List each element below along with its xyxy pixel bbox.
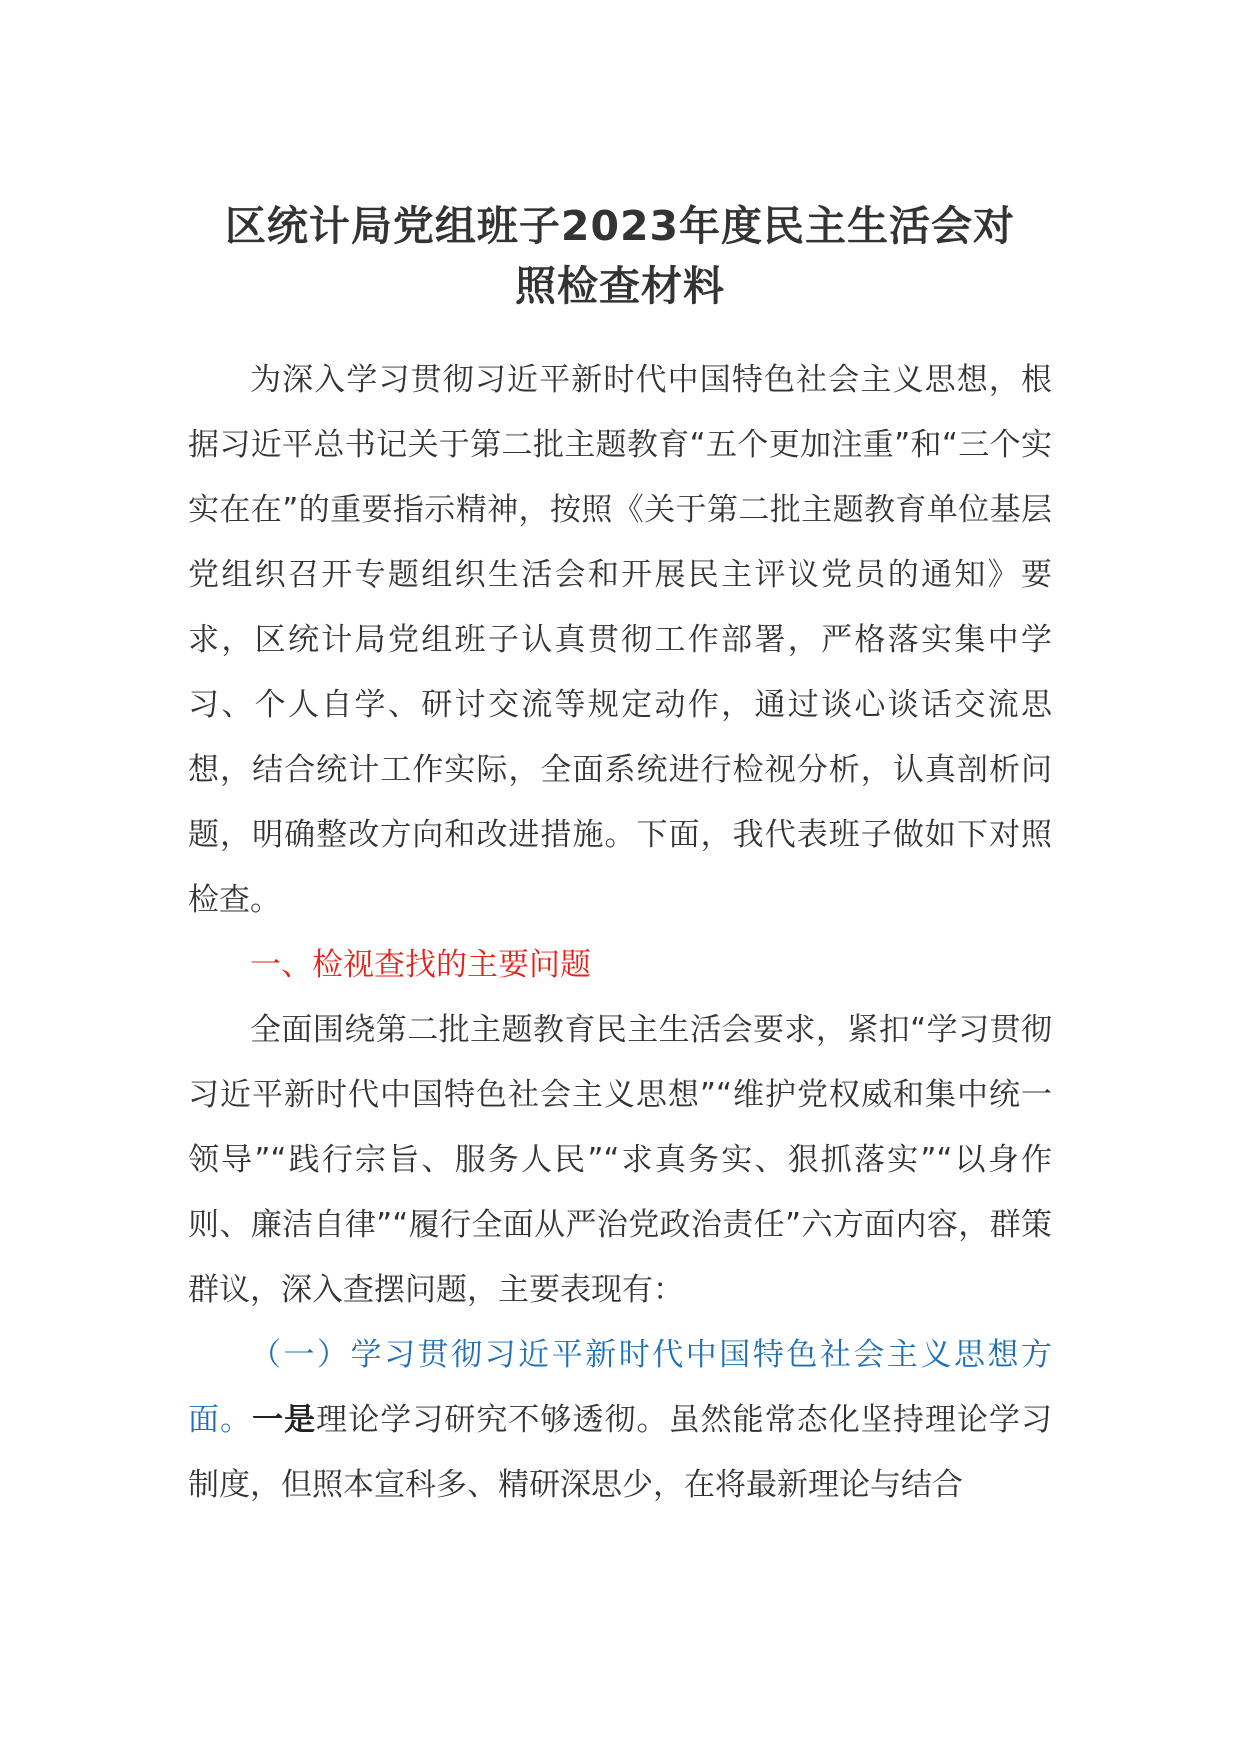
document-title — [168, 196, 1072, 316]
intro-paragraph: 为深入学习贯彻习近平新时代中国特色社会主义思想，根据习近平总书记关于第二批主题教育“五个更加注重”和“三个实实在在”的重要指示精神，按照《关于第二批主题教育单位基层党组织召开专题组织生活会和开展民主评议党员的通知》要求，区统计局党组班子认真贯彻工作部署，严格落实集中学习、个人自学、研讨交流等规定动作，通过谈心谈话交流思想，结合统计工作实际，全面系统进行检视分析，认真剖析问题，明确整改方向和改进措施。下面，我代表班子做如下对照检查。 — [188, 362, 1052, 918]
section-heading-1: 一、检视查找的主要问题 — [250, 947, 591, 983]
document-title-line-2: 照检查材料 — [515, 262, 725, 310]
section-1-intro-paragraph: 全面围绕第二批主题教育民主生活会要求，紧扣“学习贯彻习近平新时代中国特色社会主义思想”“维护党权威和集中统一领导”“践行宗旨、服务人民”“求真务实、狠抓落实”“以身作则、廉洁自律”“履行全面从严治党政治责任”六方面内容，群策群议，深入查摆问题，主要表现有： — [188, 1012, 1052, 1308]
document-title-line-1: 区统计局党组班子2023年度民主生活会对 — [224, 202, 1016, 250]
subsection-1-paragraph — [188, 1323, 1052, 1518]
subsection-heading-1: （一）学习贯彻习近平新时代中国特色社会主义思想方面。 — [188, 1337, 1052, 1438]
document-body — [188, 348, 1052, 1518]
point-text: 理论学习研究不够透彻。虽然能常态化坚持理论学习制度，但照本宣科多、精研深思少，在将最新理论与结合 — [188, 1402, 1052, 1503]
document-page — [188, 196, 1052, 1518]
point-label: 一是 — [252, 1402, 317, 1438]
